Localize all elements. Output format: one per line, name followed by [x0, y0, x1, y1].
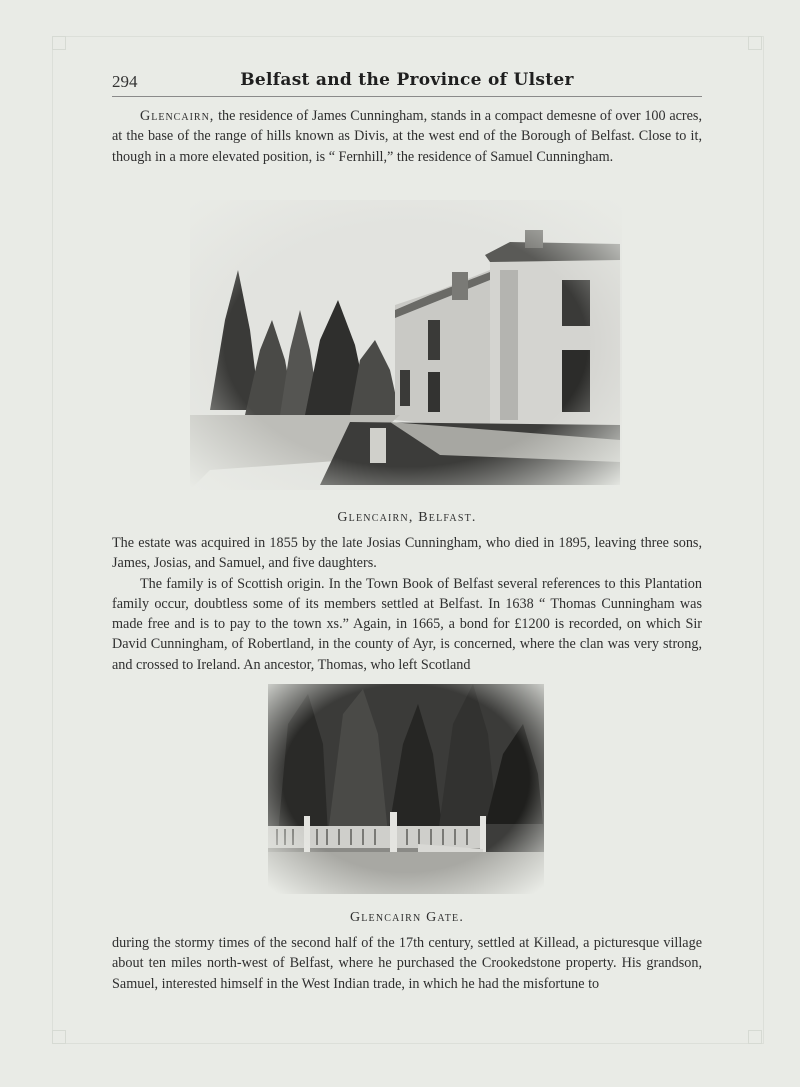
corner-ornament	[52, 1030, 66, 1044]
page-number: 294	[112, 72, 138, 91]
intro-text: the residence of James Cunningham, stands in a compact demesne of over 100 acres, at the base of the range of hills known as Divis, at the west end of the Borough of Belfast. Close to it, though in a more elevated position, is “ Fernhill,” the residence of Samuel Cunningham.	[112, 108, 702, 165]
running-title: Belfast and the Province of Ulster	[240, 70, 574, 90]
corner-ornament	[748, 1030, 762, 1044]
continuation-paragraph	[112, 933, 702, 994]
gate-photo-caption: Glencairn Gate.	[349, 910, 465, 925]
estate-paragraphs	[112, 533, 702, 675]
intro-lead-word: Glencairn,	[140, 108, 215, 124]
corner-ornament	[52, 36, 66, 50]
glencairn-gate-photo	[268, 684, 544, 894]
continuation-text: during the stormy times of the second half of the 17th century, settled at Killead, a picturesque village about ten miles north-west of Belfast, where he purchased the Crookedstone property. His grandson, Samuel, interested himself in the West Indian trade, in which he had the misfortune to	[112, 935, 702, 992]
origin-paragraph: The family is of Scottish origin. In the Town Book of Belfast several references to this Plantation family occur, doubtless some of its members settled at Belfast. In 1638 “ Thomas Cunningham was made free and is to pay to the town xs.” Again, in 1665, a bond for £1200 is recorded, on which Sir David Cunningham, of Robertland, in the county of Ayr, is concerned, where the clan was very strong, and crossed to Ireland. An ancestor, Thomas, who left Scotland	[112, 575, 702, 673]
corner-ornament	[748, 36, 762, 50]
intro-paragraph	[112, 106, 702, 167]
estate-paragraph: The estate was acquired in 1855 by the late Josias Cunningham, who died in 1895, leaving three sons, James, Josias, and Samuel, and five daughters.	[112, 535, 702, 572]
page-header	[112, 70, 702, 97]
glencairn-house-photo	[190, 200, 622, 490]
house-photo-caption: Glencairn, Belfast.	[337, 510, 477, 525]
